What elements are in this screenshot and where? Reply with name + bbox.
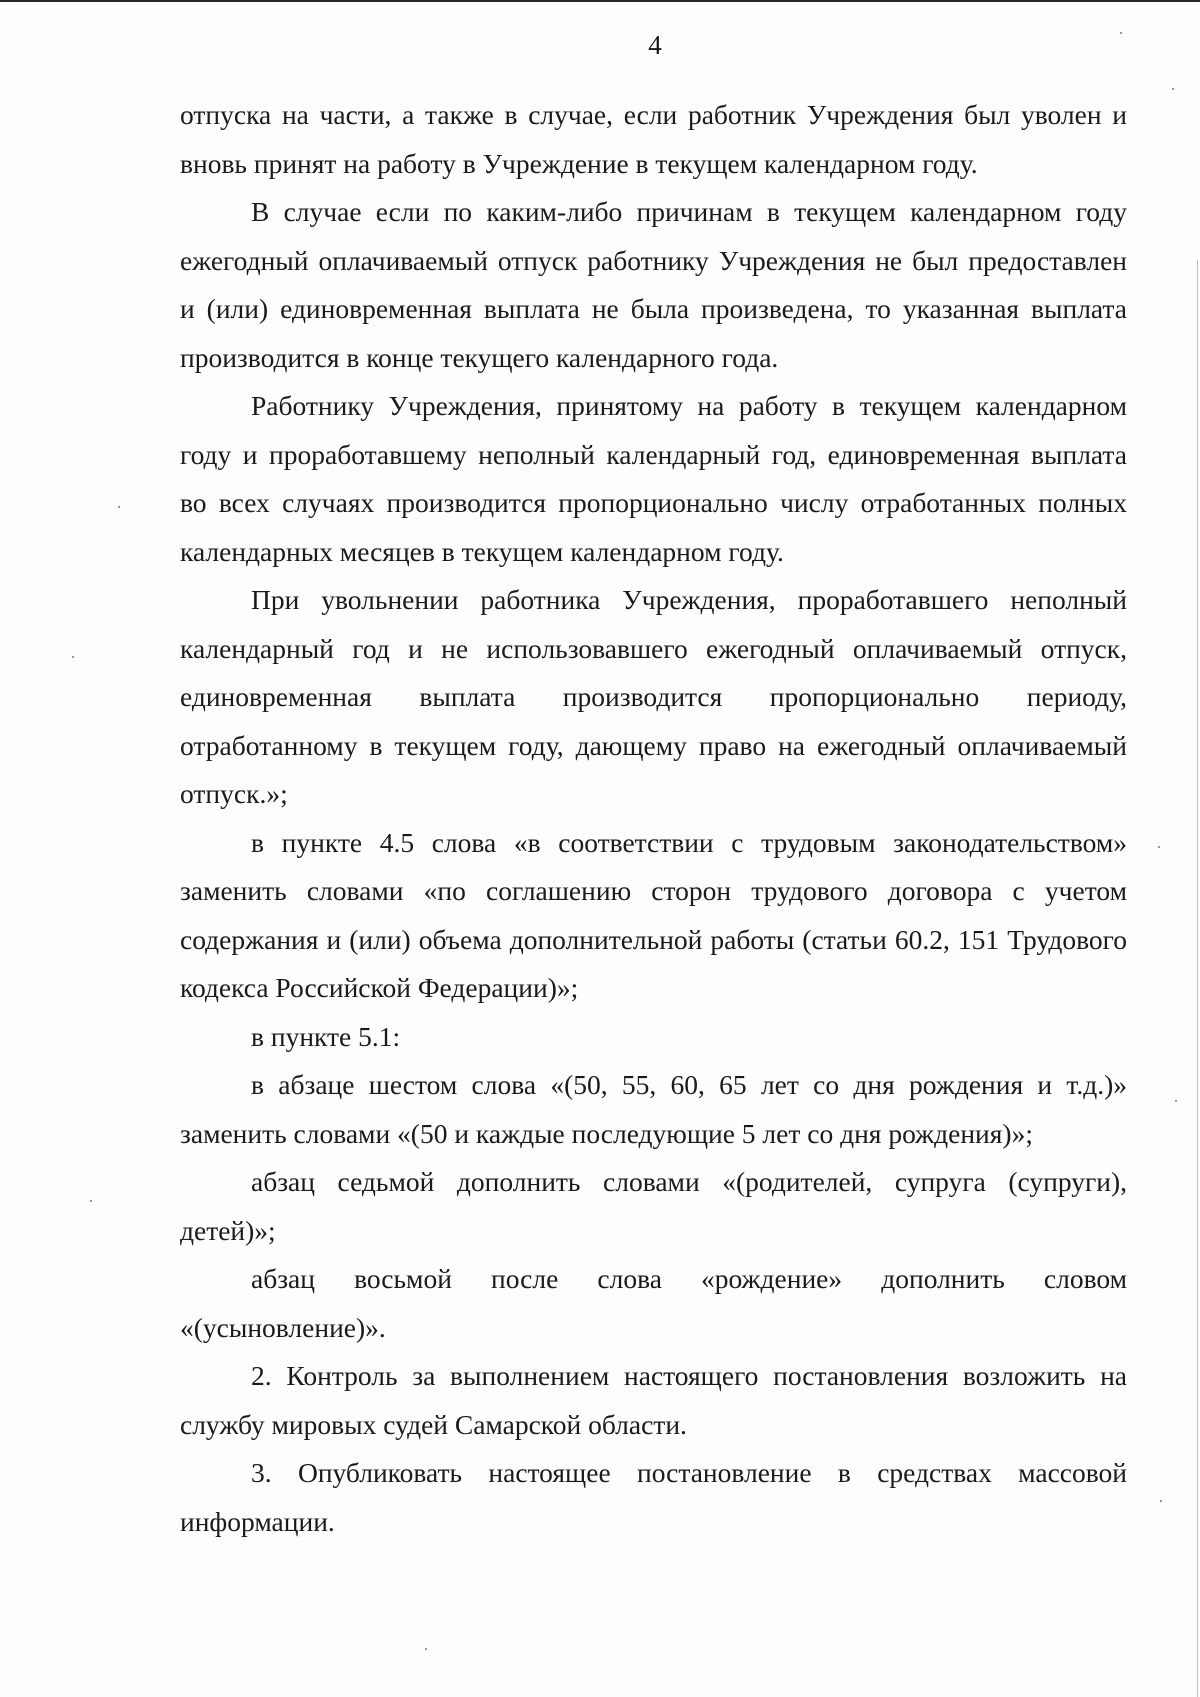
paragraph-dismissal: При увольнении работника Учреждения, проработавшего неполный календарный год и не использовавшего ежегодный оплачиваемый отпуск, единовременная выплата производится пропорционально периоду, отработанному в текущем году, дающему право на ежегодный оплачиваемый отпуск.»; bbox=[180, 584, 1127, 809]
paragraph-clause-4-5: в пункте 4.5 слова «в соответствии с трудовым законодательством» заменить словами «по соглашению сторон трудового договора с учетом содержания и (или) объема дополнительной работы (статьи 60.2, 151 Трудового кодекса Российской Федерации)»; bbox=[180, 826, 1127, 1003]
paragraph-seventh-subclause: абзац седьмой дополнить словами «(родителей, супруга (супруги), детей)»; bbox=[180, 1166, 1127, 1246]
top-border-line bbox=[0, 0, 1200, 2]
scan-speck bbox=[118, 506, 120, 508]
paragraph-continuation: отпуска на части, а также в случае, если работник Учреждения был уволен и вновь принят на работу в Учреждение в текущем календарном году. bbox=[180, 99, 1127, 179]
scan-speck bbox=[1120, 32, 1122, 34]
paragraph-item-3: 3. Опубликовать настоящее постановление в средствах массовой информации. bbox=[180, 1457, 1127, 1537]
scan-speck bbox=[1158, 846, 1160, 848]
paragraph-new-employee: Работнику Учреждения, принятому на работу в текущем календарном году и проработавшему неполный календарный год, единовременная выплата во всех случаях производится пропорционально числу отработанных полных календарных месяцев в текущем календарном году. bbox=[180, 390, 1127, 567]
paragraph-clause-5-1: в пункте 5.1: bbox=[251, 1020, 401, 1052]
paragraph-item-2: 2. Контроль за выполнением настоящего постановления возложить на службу мировых судей Самарской области. bbox=[180, 1360, 1127, 1440]
document-body bbox=[180, 91, 1127, 1546]
page-number: 4 bbox=[648, 30, 662, 60]
scan-speck bbox=[1172, 88, 1174, 90]
scan-speck bbox=[90, 1200, 92, 1202]
paragraph-sixth-subclause: в абзаце шестом слова «(50, 55, 60, 65 лет со дня рождения и т.д.)» заменить словами «(50 и каждые последующие 5 лет со дня рождения)»; bbox=[180, 1069, 1127, 1149]
right-border-line bbox=[1197, 260, 1198, 1697]
scan-speck bbox=[1160, 1500, 1162, 1502]
paragraph-unpaid-leave: В случае если по каким-либо причинам в текущем календарном году ежегодный оплачиваемый отпуск работнику Учреждения не был предоставлен и (или) единовременная выплата не была произведена, то указанная выплата производится в конце текущего календарного года. bbox=[180, 196, 1127, 373]
scan-speck bbox=[72, 656, 74, 658]
scan-speck bbox=[1175, 1100, 1177, 1102]
scan-speck bbox=[425, 1648, 427, 1650]
paragraph-eighth-subclause: абзац восьмой после слова «рождение» дополнить словом «(усыновление)». bbox=[180, 1263, 1127, 1343]
